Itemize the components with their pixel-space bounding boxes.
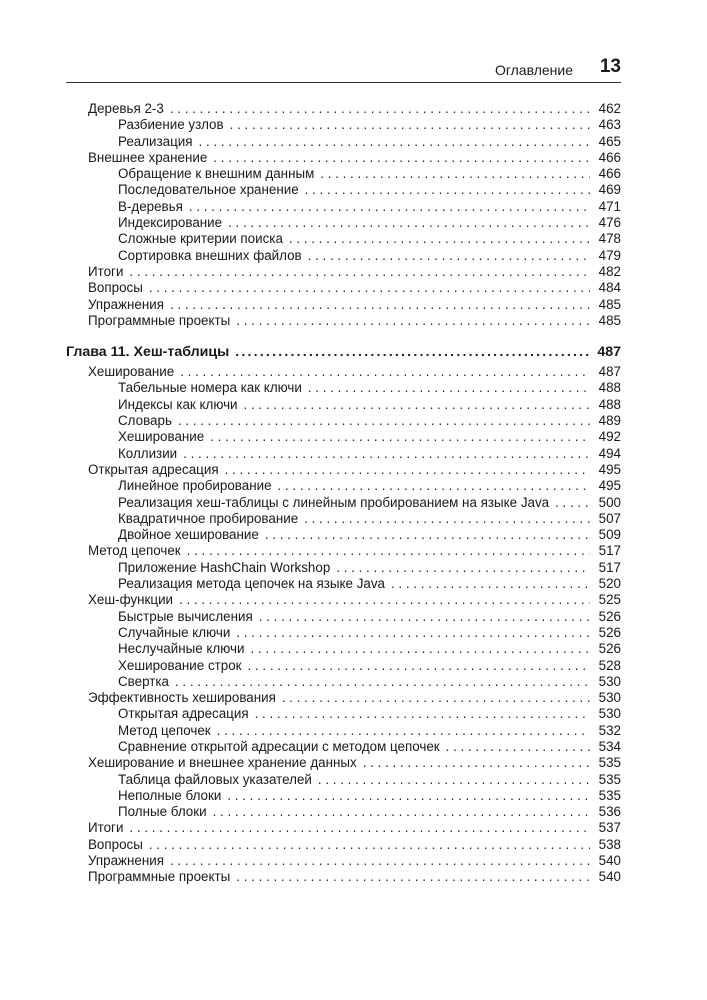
toc-entry-page: 530 (598, 706, 621, 722)
toc-entry (66, 150, 621, 166)
toc-entry-page: 466 (598, 166, 621, 182)
toc-entry (66, 592, 621, 608)
toc-entry (66, 869, 621, 885)
dot-leader (308, 380, 590, 396)
dot-leader (248, 658, 590, 674)
toc-entry-title: Квадратичное пробирование (118, 510, 299, 526)
toc-entry (66, 182, 621, 198)
toc-entry (66, 199, 621, 215)
dot-leader (228, 215, 590, 231)
dot-leader (446, 739, 590, 755)
dot-leader (305, 182, 590, 198)
toc-entry-page: 487 (597, 344, 621, 361)
toc-entry-title: Сортировка внешних файлов (118, 247, 302, 263)
dot-leader (236, 313, 590, 329)
toc-entry (66, 364, 621, 380)
toc-entry-page: 530 (598, 690, 621, 706)
toc-entry-page: 485 (598, 312, 621, 328)
toc-entry-title: Реализация (118, 133, 193, 149)
page-header (66, 58, 621, 84)
toc-entry-page: 500 (598, 494, 621, 510)
dot-leader (175, 674, 590, 690)
dot-leader (170, 297, 590, 313)
toc-entry (66, 690, 621, 706)
toc-entry (66, 413, 621, 429)
toc-entry (66, 429, 621, 445)
toc-entry (66, 576, 621, 592)
toc-entry-page: 507 (598, 510, 621, 526)
toc-entry-title: Деревья 2-3 (88, 101, 164, 116)
dot-leader (170, 853, 590, 869)
header-rule (66, 82, 621, 83)
dot-leader (178, 413, 590, 429)
toc-entry-page: 517 (598, 559, 621, 575)
toc-entry-page: 488 (598, 396, 621, 412)
dot-leader (230, 117, 590, 133)
toc-entry-page: 489 (598, 413, 621, 429)
toc-entry (66, 609, 621, 625)
toc-entry-page: 525 (598, 592, 621, 608)
toc-entry (66, 446, 621, 462)
table-of-contents (66, 101, 621, 886)
toc-entry-title: Сравнение открытой адресации с методом цепочек (118, 738, 440, 754)
toc-entry-title: Двойное хеширование (118, 527, 259, 543)
toc-entry-title: Табельные номера как ключи (118, 380, 302, 396)
toc-entry-page: 484 (598, 280, 621, 296)
toc-entry-title: Упражнения (88, 296, 164, 312)
toc-entry (66, 804, 621, 820)
toc-entry (66, 560, 621, 576)
toc-entry (66, 462, 621, 478)
toc-entry-title: Обращение к внешним данным (118, 166, 315, 182)
toc-entry-page: 494 (598, 445, 621, 461)
toc-entry (66, 527, 621, 543)
dot-leader (236, 869, 590, 885)
dot-leader (213, 150, 590, 166)
toc-entry (66, 380, 621, 396)
dot-leader (255, 706, 590, 722)
toc-entry (66, 248, 621, 264)
toc-entry-title: Реализация хеш-таблицы с линейным пробированием на языке Java (118, 494, 550, 510)
dot-leader (187, 543, 590, 559)
toc-entry-title: Вопросы (88, 280, 143, 296)
toc-entry-title: Эффективность хеширования (88, 690, 276, 706)
toc-entry-page: 495 (598, 461, 621, 477)
dot-leader (318, 772, 590, 788)
toc-entry-page: 495 (598, 478, 621, 494)
toc-entry-title: Открытая адресация (88, 461, 219, 477)
dot-leader (129, 264, 590, 280)
dot-leader (336, 560, 590, 576)
toc-entry (66, 739, 621, 755)
toc-entry-title: Программные проекты (88, 312, 231, 328)
toc-entry (66, 706, 621, 722)
toc-entry (66, 495, 621, 511)
toc-entry-title: Вопросы (88, 836, 143, 852)
toc-entry-title: Коллизии (118, 445, 178, 461)
toc-entry-title: Неслучайные ключи (118, 641, 245, 657)
toc-entry (66, 231, 621, 247)
toc-entry-title: Открытая адресация (118, 706, 249, 722)
toc-entry (66, 723, 621, 739)
dot-leader (149, 280, 590, 296)
toc-entry-title: Хеширование и внешнее хранение данных (88, 755, 357, 771)
dot-leader (189, 199, 590, 215)
toc-entry-title: Хеширование (118, 429, 205, 445)
toc-entry (66, 264, 621, 280)
toc-entry (66, 117, 621, 133)
toc-entry-page: 465 (598, 133, 621, 149)
toc-entry-page: 492 (598, 429, 621, 445)
toc-entry (66, 397, 621, 413)
dot-leader (308, 248, 590, 264)
dot-leader (210, 429, 590, 445)
toc-entry (66, 478, 621, 494)
toc-chapter-entry (66, 343, 621, 362)
toc-entry-page: 488 (598, 380, 621, 396)
toc-entry-page: 466 (598, 149, 621, 165)
toc-entry (66, 297, 621, 313)
chapter-spacer (66, 329, 621, 343)
toc-entry-title: Внешнее хранение (88, 149, 208, 165)
toc-entry-page: 536 (598, 804, 621, 820)
toc-entry-title: Итоги (88, 820, 124, 836)
dot-leader (236, 625, 590, 641)
dot-leader (179, 592, 590, 608)
dot-leader (199, 134, 590, 150)
toc-entry-title: Сложные критерии поиска (118, 231, 283, 247)
dot-leader (282, 690, 590, 706)
page-number: 13 (599, 56, 621, 77)
toc-entry-page: 476 (598, 215, 621, 231)
toc-entry-title: Индексы как ключи (118, 396, 238, 412)
toc-entry-title: Свертка (118, 673, 169, 689)
toc-entry-page: 482 (598, 263, 621, 279)
toc-entry-page: 526 (598, 624, 621, 640)
toc-entry-page: 471 (598, 198, 621, 214)
dot-leader (170, 101, 590, 117)
toc-entry (66, 625, 621, 641)
toc-entry-title: Случайные ключи (118, 624, 231, 640)
toc-entry-page: 540 (598, 869, 621, 885)
toc-entry-title: Линейное пробирование (118, 478, 272, 494)
toc-entry-title: Словарь (118, 413, 172, 429)
toc-entry-title: Таблица файловых указателей (118, 771, 312, 787)
toc-entry-title: Метод цепочек (88, 543, 181, 559)
toc-entry-title: Итоги (88, 263, 124, 279)
toc-entry-page: 469 (598, 182, 621, 198)
toc-entry-page: 538 (598, 836, 621, 852)
toc-entry (66, 772, 621, 788)
toc-entry-page: 526 (598, 608, 621, 624)
toc-entry-title: Быстрые вычисления (118, 608, 253, 624)
toc-entry-page: 534 (598, 738, 621, 754)
toc-entry (66, 755, 621, 771)
toc-entry-title: Последовательное хранение (118, 182, 299, 198)
dot-leader (265, 527, 590, 543)
toc-entry-page: 509 (598, 527, 621, 543)
toc-entry-title: Неполные блоки (118, 787, 222, 803)
dot-leader (235, 343, 590, 362)
toc-entry-title: Глава 11. Хеш-таблицы (66, 344, 230, 361)
toc-entry (66, 820, 621, 836)
toc-entry-page: 462 (598, 101, 621, 116)
toc-entry-page: 478 (598, 231, 621, 247)
dot-leader (289, 231, 590, 247)
toc-entry-title: Индексирование (118, 215, 223, 231)
dot-leader (250, 641, 590, 657)
toc-entry-page: 540 (598, 853, 621, 869)
toc-entry (66, 674, 621, 690)
dot-leader (278, 478, 590, 494)
toc-entry-page: 535 (598, 755, 621, 771)
toc-entry-title: Разбиение узлов (118, 117, 224, 133)
toc-entry (66, 280, 621, 296)
dot-leader (391, 576, 590, 592)
dot-leader (244, 397, 590, 413)
toc-entry-page: 487 (598, 364, 621, 380)
dot-leader (180, 364, 590, 380)
toc-entry (66, 641, 621, 657)
dot-leader (183, 446, 590, 462)
toc-entry-title: В-деревья (118, 198, 183, 214)
toc-entry-page: 485 (598, 296, 621, 312)
toc-entry-title: Реализация метода цепочек на языке Java (118, 576, 385, 592)
toc-entry (66, 166, 621, 182)
toc-entry (66, 215, 621, 231)
toc-entry-page: 528 (598, 657, 621, 673)
toc-entry-title: Приложение HashChain Workshop (118, 559, 331, 575)
toc-entry-page: 463 (598, 117, 621, 133)
toc-entry (66, 788, 621, 804)
toc-entry (66, 134, 621, 150)
toc-entry-title: Хеш-функции (88, 592, 174, 608)
dot-leader (227, 788, 590, 804)
dot-leader (304, 511, 590, 527)
dot-leader (213, 804, 590, 820)
dot-leader (129, 820, 590, 836)
toc-entry (66, 101, 621, 117)
dot-leader (363, 755, 590, 771)
dot-leader (149, 837, 590, 853)
dot-leader (320, 166, 590, 182)
toc-entry-title: Хеширование (88, 364, 175, 380)
toc-entry-page: 535 (598, 771, 621, 787)
toc-entry-title: Полные блоки (118, 804, 207, 820)
running-header-title: Оглавление (494, 62, 573, 78)
toc-entry-title: Программные проекты (88, 869, 231, 885)
toc-entry (66, 853, 621, 869)
dot-leader (225, 462, 590, 478)
dot-leader (217, 723, 590, 739)
toc-entry (66, 313, 621, 329)
toc-entry (66, 543, 621, 559)
toc-entry (66, 837, 621, 853)
toc-entry-page: 517 (598, 543, 621, 559)
toc-entry-page: 526 (598, 641, 621, 657)
toc-entry-page: 532 (598, 722, 621, 738)
dot-leader (259, 609, 590, 625)
toc-entry-page: 535 (598, 787, 621, 803)
toc-entry-title: Упражнения (88, 853, 164, 869)
toc-entry-page: 530 (598, 673, 621, 689)
toc-entry-title: Хеширование строк (118, 657, 242, 673)
toc-entry-title: Метод цепочек (118, 722, 211, 738)
toc-entry (66, 658, 621, 674)
dot-leader (555, 495, 590, 511)
toc-entry (66, 511, 621, 527)
toc-entry-page: 520 (598, 576, 621, 592)
toc-entry-page: 479 (598, 247, 621, 263)
toc-entry-page: 537 (598, 820, 621, 836)
